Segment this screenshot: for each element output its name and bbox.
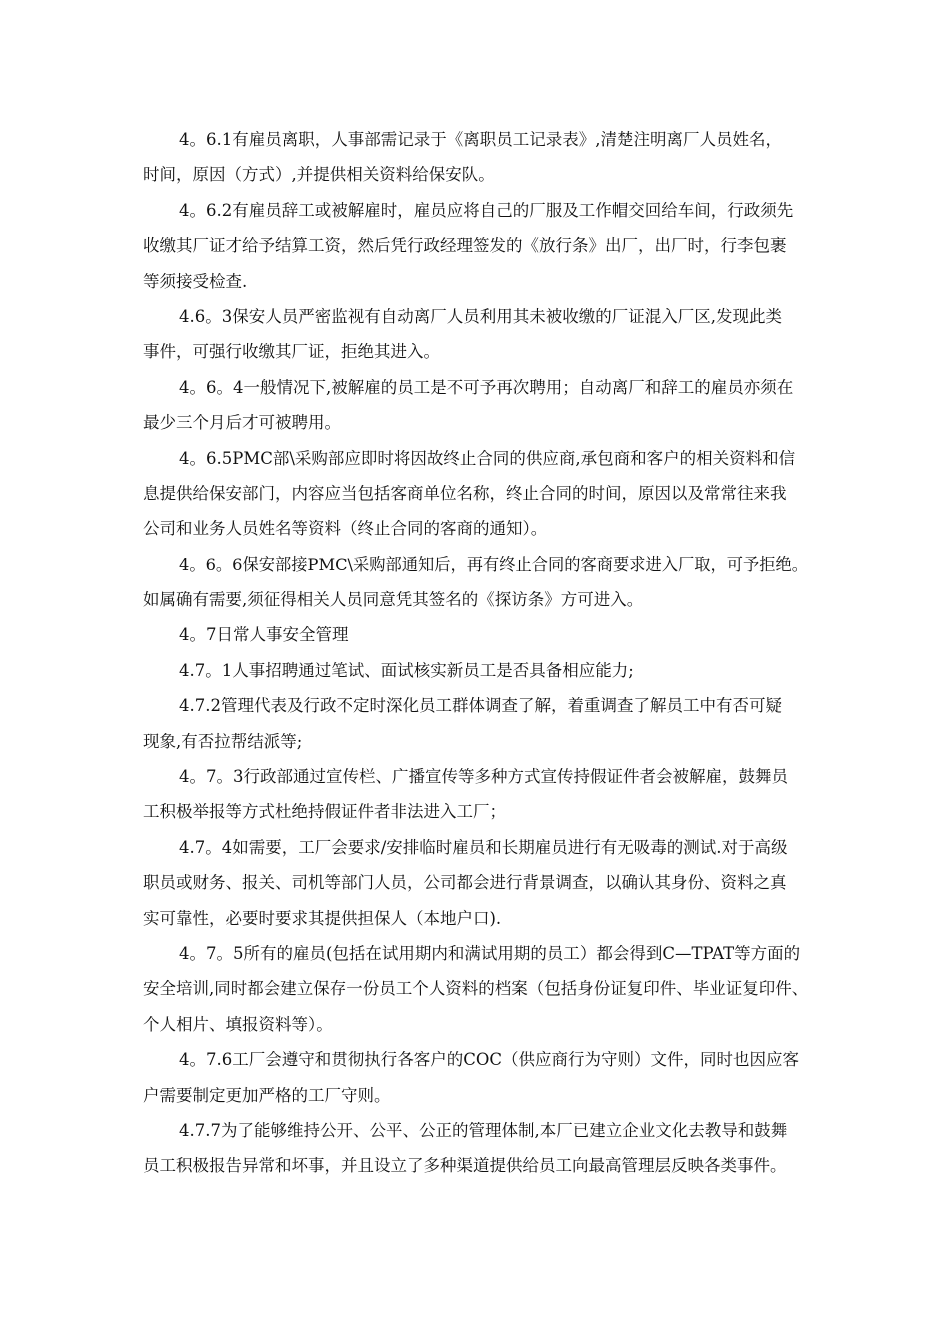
- document-line: 息提供给保安部门，内容应当包括客商单位名称，终止合同的时间，原因以及常常往来我: [143, 483, 787, 503]
- document-line: 4。7日常人事安全管理: [179, 625, 349, 645]
- document-line: 时间，原因（方式）,并提供相关资料给保安队。: [143, 165, 495, 185]
- document-line: 现象,有否拉帮结派等;: [143, 731, 303, 751]
- document-line: 个人相片、填报资料等）。: [143, 1014, 333, 1034]
- document-line: 4。7.6工厂会遵守和贯彻执行各客户的COC（供应商行为守则）文件，同时也因应客: [179, 1050, 800, 1070]
- document-line: 4。7。5所有的雇员(包括在试用期内和满试用期的员工）都会得到C—TPAT等方面的: [179, 943, 801, 963]
- document-line: 4.7。1人事招聘通过笔试、面试核实新员工是否具备相应能力;: [179, 660, 634, 680]
- document-line: 4。6.1有雇员离职，人事部需记录于《离职员工记录表》,清楚注明离厂人员姓名，: [179, 130, 782, 149]
- document-line: 员工积极报告异常和坏事，并且设立了多种渠道提供给员工向最高管理层反映各类事件。: [143, 1156, 787, 1176]
- document-line: 职员或财务、报关、司机等部门人员，公司都会进行背景调查，以确认其身份、资料之真: [143, 873, 787, 893]
- document-line: 4。6。4一般情况下,被解雇的员工是不可予再次聘用；自动离厂和辞工的雇员亦须在: [179, 377, 794, 397]
- document-line: 公司和业务人员姓名等资料（终止合同的客商的通知）。: [143, 519, 548, 539]
- document-line: 4。7。3行政部通过宣传栏、广播宣传等多种方式宣传持假证件者会被解雇，鼓舞员: [179, 767, 788, 787]
- document-line: 如属确有需要,须征得相关人员同意凭其签名的《探访条》方可进入。: [143, 590, 644, 610]
- document-line: 4。6.5PMC部\采购部应即时将因故终止合同的供应商,承包商和客户的相关资料和信: [179, 448, 796, 468]
- document-line: 安全培训,同时都会建立保存一份员工个人资料的档案（包括身份证复印件、毕业证复印件、: [143, 979, 809, 999]
- document-line: 工积极举报等方式杜绝持假证件者非法进入工厂；: [143, 802, 506, 822]
- document-line: 4.7。4如需要，工厂会要求/安排临时雇员和长期雇员进行有无吸毒的测试.对于高级: [179, 837, 788, 857]
- document-line: 4。6。6保安部接PMC\采购部通知后，再有终止合同的客商要求进入厂取，可予拒绝。: [179, 554, 808, 574]
- document-line: 收缴其厂证才给予结算工资，然后凭行政经理签发的《放行条》出厂，出厂时，行李包裹: [143, 236, 787, 256]
- document-line: 4.6。3保安人员严密监视有自动离厂人员利用其未被收缴的厂证混入厂区,发现此类: [179, 306, 782, 326]
- document-line: 实可靠性，必要时要求其提供担保人（本地户口).: [143, 908, 502, 928]
- document-line: 等须接受检查.: [143, 271, 248, 291]
- document-line: 户需要制定更加严格的工厂守则。: [143, 1085, 391, 1105]
- document-line: 最少三个月后才可被聘用。: [143, 413, 341, 433]
- document-body: [143, 122, 808, 1184]
- document-line: 4.7.7为了能够维持公开、公平、公正的管理体制,本厂已建立企业文化去教导和鼓舞: [179, 1120, 788, 1140]
- document-line: 4。6.2有雇员辞工或被解雇时，雇员应将自己的厂服及工作帽交回给车间，行政须先: [179, 200, 794, 220]
- document-line: 事件，可强行收缴其厂证，拒绝其进入。: [143, 342, 440, 362]
- document-line: 4.7.2管理代表及行政不定时深化员工群体调查了解，着重调查了解员工中有否可疑: [179, 696, 782, 716]
